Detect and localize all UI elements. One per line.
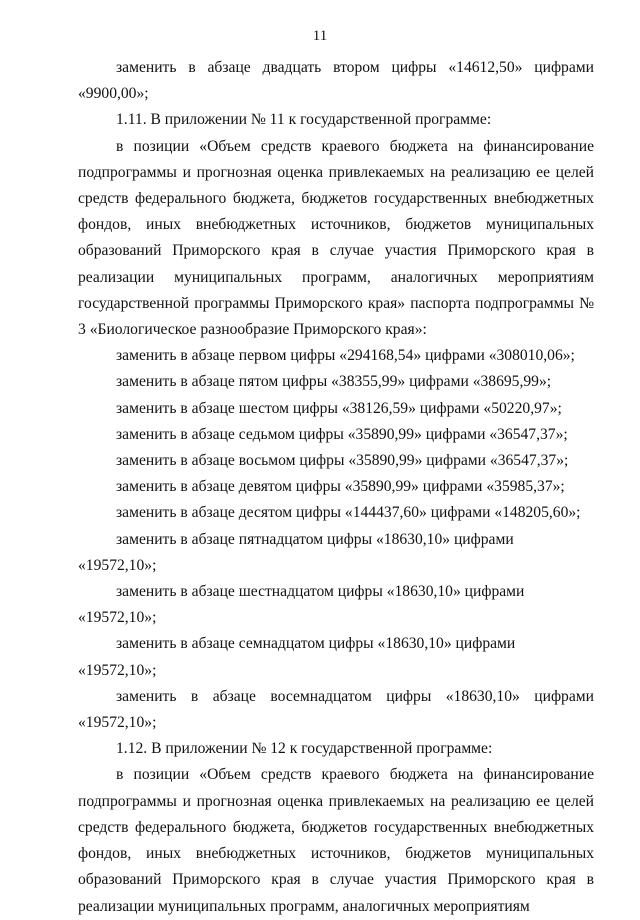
list-item: заменить в абзаце шестом цифры «38126,59» цифрами «50220,97»; bbox=[116, 399, 562, 417]
list-item: заменить в абзаце седьмом цифры «35890,99» цифрами «36547,37»; bbox=[116, 425, 568, 443]
list-item: заменить в абзаце десятом цифры «144437,60» цифрами «148205,60»; bbox=[116, 504, 581, 522]
list-item: заменить в абзаце шестнадцатом цифры «18630,10» цифрами «19572,10»; bbox=[78, 583, 525, 627]
list-item: заменить в абзаце восемнадцатом цифры «18630,10» цифрами «19572,10»; bbox=[78, 687, 594, 732]
paragraph-position-11: в позиции «Объем средств краевого бюджета на финансирование подпрограммы и прогнозная оценка привлекаемых на реализацию ее целей средств федерального бюджета, бюджетов государственных внебюджетных фондов, иных внебюджетных источников, бюджетов муниципальных образований Приморского края в случае участия Приморского края в реализации муниципальных программ, аналогичных мероприятиям государственной программы Приморского края» паспорта подпрограммы № 3 «Биологическое разнообразие Приморского края»: bbox=[78, 137, 594, 339]
paragraph-position-12: в позиции «Объем средств краевого бюджета на финансирование подпрограммы и прогнозная оценка привлекаемых на реализацию ее целей средств федерального бюджета, бюджетов государственных внебюджетных фондов, иных внебюджетных источников, бюджетов муниципальных образований Приморского края в случае участия Приморского края в реализации муниципальных программ, аналогичных мероприятиям bbox=[78, 766, 594, 915]
section-heading-1-11: 1.11. В приложении № 11 к государственной программе: bbox=[116, 111, 492, 129]
paragraph-amend-22: заменить в абзаце двадцать втором цифры «14612,50» цифрами «9900,00»; bbox=[78, 59, 594, 103]
list-item: заменить в абзаце семнадцатом цифры «18630,10» цифрами «19572,10»; bbox=[78, 635, 516, 679]
document-body bbox=[78, 55, 594, 920]
list-item: заменить в абзаце первом цифры «294168,54» цифрами «308010,06»; bbox=[116, 347, 575, 365]
list-item: заменить в абзаце пятом цифры «38355,99» цифрами «38695,99»; bbox=[116, 373, 552, 391]
list-item: заменить в абзаце девятом цифры «35890,99» цифрами «35985,37»; bbox=[116, 478, 565, 496]
list-item: заменить в абзаце восьмом цифры «35890,99» цифрами «36547,37»; bbox=[116, 452, 569, 470]
list-item: заменить в абзаце пятнадцатом цифры «18630,10» цифрами «19572,10»; bbox=[78, 530, 514, 574]
page-number: 11 bbox=[312, 28, 328, 44]
section-heading-1-12: 1.12. В приложении № 12 к государственной программе: bbox=[116, 740, 493, 758]
